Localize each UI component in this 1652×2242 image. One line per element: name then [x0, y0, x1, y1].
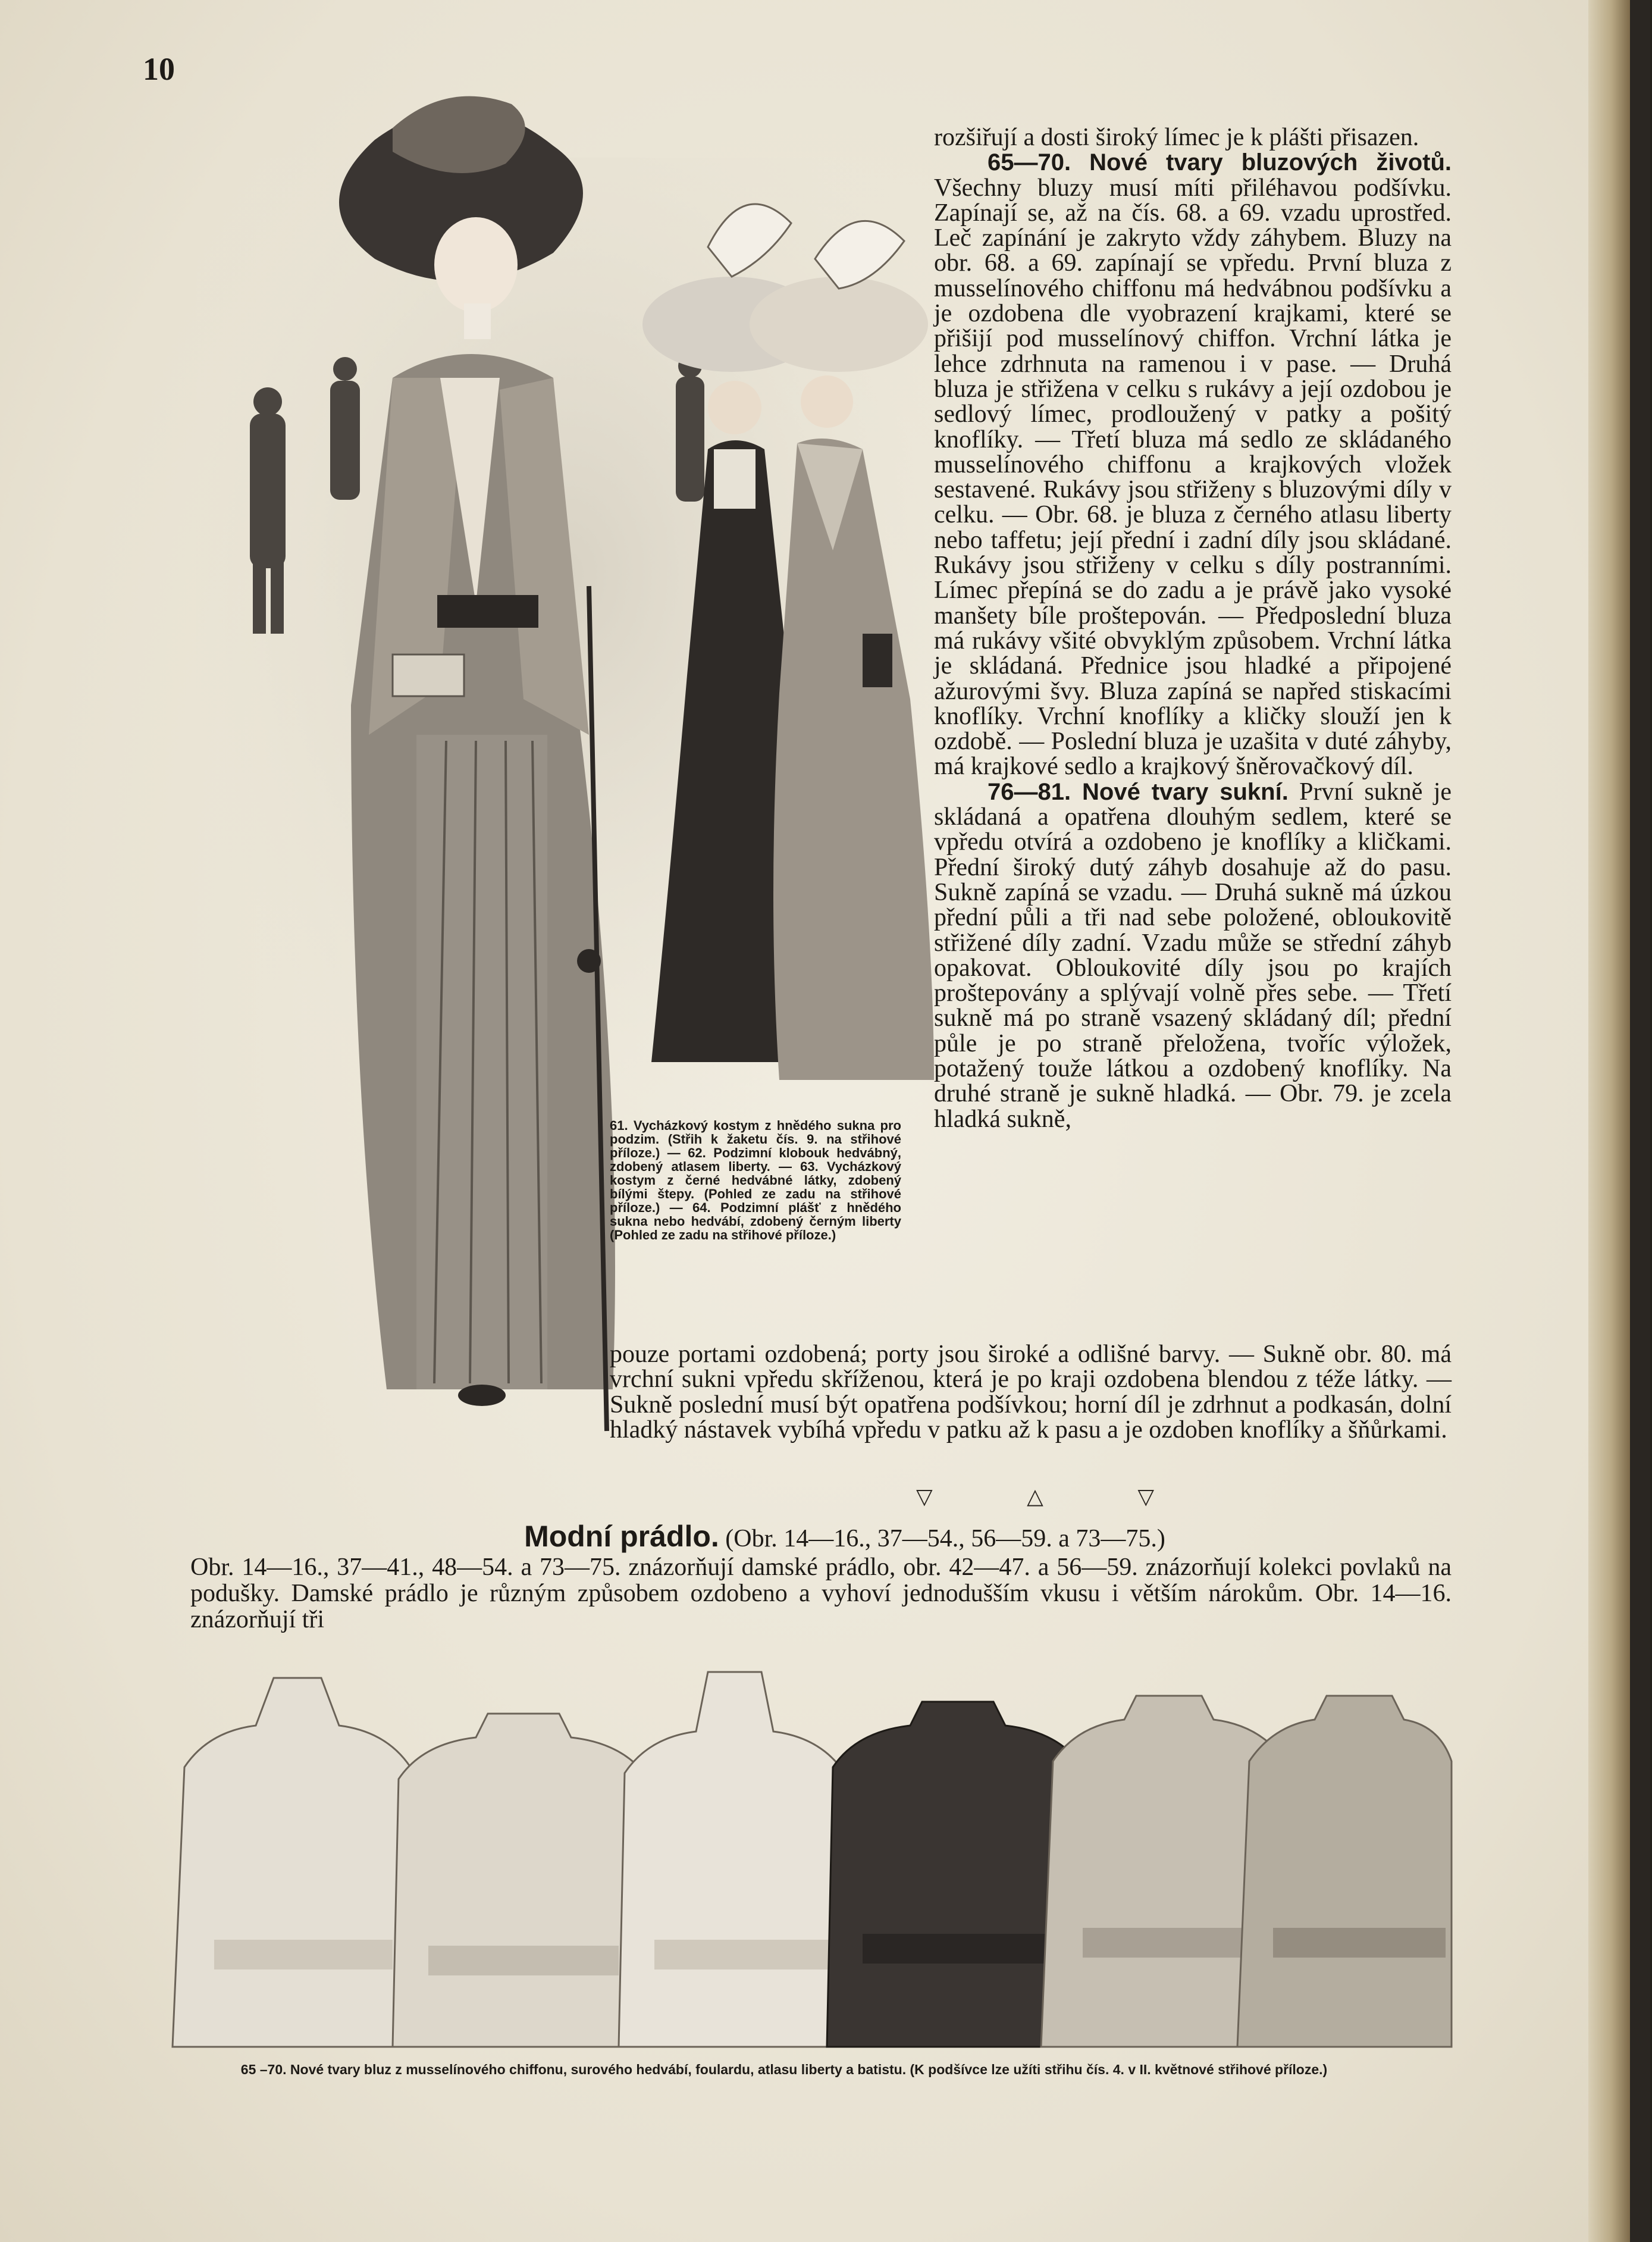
section-divider — [916, 1485, 1154, 1508]
fashion-illustration — [196, 68, 940, 1485]
article-para-skirts-cont: pouze portami ozdobená; porty jsou široké a odlišné barvy. — Sukně obr. 80. má vrchní sukni vpředu skříženou, která je po kraji ozdobena blendou z téže látky. — Sukně poslední musí být opatřena podšívkou; horní díl je zdrhnut a podkasán, dolní hladký nástavek vybíhá vpředu v patku až k pasu a je ozdoben knoflíky a šňůrkami. — [610, 1341, 1452, 1443]
section-para: Obr. 14—16., 37—41., 48—54. a 73—75. znázorňují damské prádlo, obr. 42—47. a 56—59. znázorňují kolekci povlaků na podušky. Damské prádlo je různým způsobem ozdobeno a vyhoví jednodušším vkusu i větším nárokům. Obr. 14—16. znázorňují tři — [190, 1554, 1452, 1633]
article-para-skirts: První sukně je skládaná a opatřena dlouhým sedlem, které se vpředu otvírá a ozdobeno je knoflíky a kličkami. Přední široký dutý záhyb dosahuje až do pasu. Sukně zapíná se vzadu. — Druhá sukně má úzkou přední půli a tři nad sebe položené, obloukovitě střižené díly zadní. Vzadu může se střední záhyb opakovat. Obloukovité díly jsou po krajích proštepovány a splývají volně přes sebe. — Třetí sukně má po straně vsazený skládaný díl; přední půle je po straně přeložena, tvoříc výložek, potažený touže látkou a ozdobený knoflíky. Na druhé straně je sukně hladká. — Obr. 79. je zcela hladká sukně, — [934, 778, 1452, 1133]
page-number: 10 — [143, 51, 175, 87]
blouse-66 — [393, 1714, 654, 2047]
section-modni-pradlo — [190, 1520, 1452, 1633]
page-edge — [1588, 0, 1630, 2242]
article-wide-continuation — [610, 1342, 1452, 1442]
figure-caption-61-64: 61. Vycházkový kostym z hnědého sukna pro podzim. (Střih k žaketu čís. 9. na střihové příloze.) — 62. Podzimní klobouk hedvábný, zdobený atlasem liberty. — 63. Vycházkový kostym z černé hedvábné látky, zdobený bílými štepy. (Pohled ze zadu na střihové příloze.) — 64. Podzimní plášť z hnědého sukna nebo hedvábí, zdobený černým liberty (Pohled ze zadu na střihové příloze.) — [610, 1118, 901, 1242]
divider-triangle-down-icon: ▽ — [1137, 1485, 1154, 1509]
divider-triangle-down-icon: ▽ — [916, 1485, 933, 1509]
section-title: Modní prádlo. — [524, 1520, 719, 1553]
divider-triangle-up-icon: △ — [1027, 1485, 1043, 1509]
blouse-67 — [619, 1672, 851, 2047]
section-heading — [190, 1520, 1452, 1553]
blouse-65 — [173, 1678, 422, 2047]
article-right-column — [934, 125, 1452, 1132]
heading-blouses: 65—70. Nové tvary bluzových životů. — [988, 149, 1452, 176]
blouse-70 — [1237, 1696, 1452, 2047]
section-title-refs: (Obr. 14—16., 37—54., 56—59. a 73—75.) — [725, 1525, 1165, 1552]
blouses-illustration — [149, 1630, 1457, 2059]
article-para-1: rozšiřují a dosti široký límec je k plášti přisazen. — [934, 124, 1419, 151]
heading-skirts: 76—81. Nové tvary sukní. — [988, 778, 1289, 805]
figure-caption-65-70: 65 –70. Nové tvary bluz z musselínového chiffonu, surového hedvábí, foulardu, atlasu liberty a batistu. (K podšívce lze užíti střihu čís. 4. v II. květnové střihové příloze.) — [240, 2062, 1328, 2077]
article-para-blouses: Všechny bluzy musí míti přiléhavou podšívku. Zapínají se, až na čís. 68. a 69. vzadu uprostřed. Leč zapínání je zakryto vždy záhybem. Bluzy na obr. 68. a 69. zapínají se vpředu. První bluza z musselínového chiffonu má hedvábnou podšívku a je ozdobena dle vyobrazení krajkami, které se přišijí pod musselínový chiffon. Vrchní látka je lehce zdrhnuta na ramenou i v pase. — Druhá bluza je střižena v celku s rukávy a její ozdobou je sedlový límec, prodloužený v patky a pošitý knoflíky. — Třetí bluza má sedlo ze skládaného musselínového chiffonu a krajkových vložek sestavené. Rukávy jsou střiženy s bluzovými díly v celku. — Obr. 68. je bluza z černého atlasu liberty nebo taffetu; její přední i zadní díly jsou skládané. Rukávy jsou střiženy v celku s díly postranními. Límec přepíná se do zadu a je právě jako vysoké manšety bíle proštepován. — Předposlední bluza má rukávy všité obvyklým způsobem. Vrchní látka je skládaná. Přednice jsou hladké a připojené ažurovými švy. Bluza zapíná se napřed stiskacími knoflíky. Vrchní knoflíky a kličky slouží jen k ozdobě. — Poslední bluza je uzašita v duté záhyby, má krajkové sedlo a krajkový šněrovačkový díl. — [934, 174, 1452, 781]
